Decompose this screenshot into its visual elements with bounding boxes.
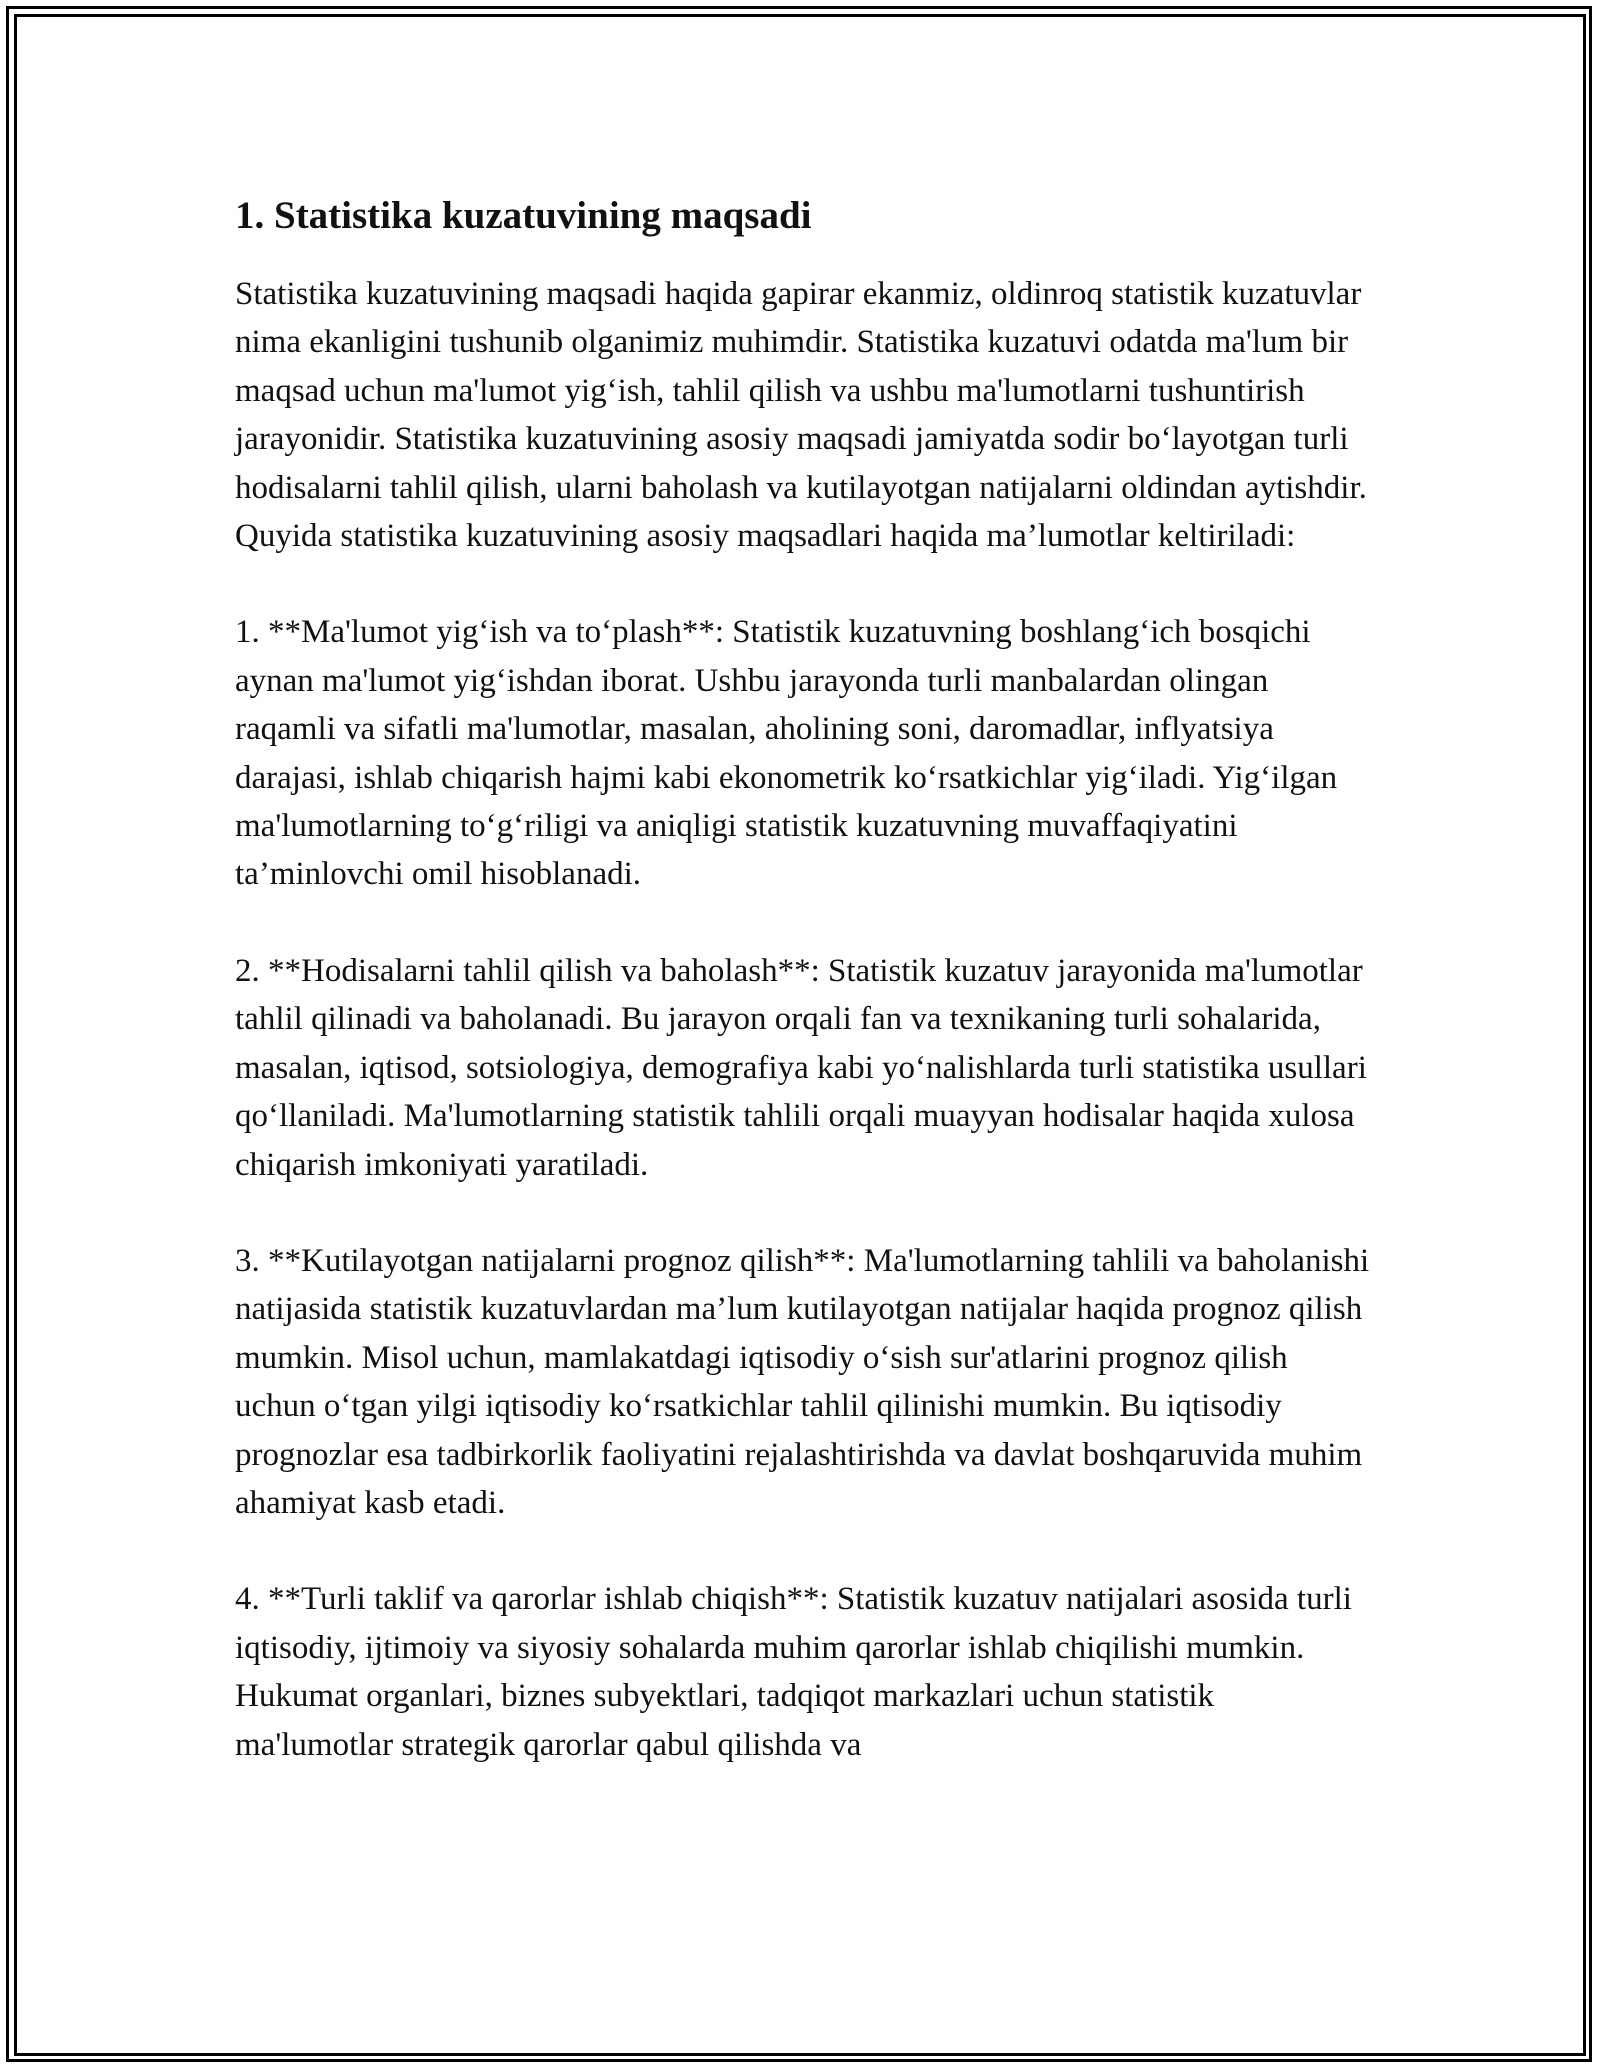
paragraph-forecasting: 3. **Kutilayotgan natijalarni prognoz qilish**: Ma'lumotlarning tahlili va baholanishi natijasida statistik kuzatuvlardan ma’lum kutilayotgan natijalar haqida prognoz qilish mumkin. Misol uchun, mamlakatdagi iqtisodiy o‘sish sur'atlarini prognoz qilish uchun o‘tgan yilgi iqtisodiy ko‘rsatkichlar tahlil qilinishi mumkin. Bu iqtisodiy prognozlar esa tadbirkorlik faoliyatini rejalashtirishda va davlat boshqaruvida muhim ahamiyat kasb etadi. [235, 1242, 1370, 1521]
intro-paragraph: Statistika kuzatuvining maqsadi haqida gapirar ekanmiz, oldinroq statistik kuzatuvlar nima ekanligini tushunib olganimiz muhimdir. Statistika kuzatuvi odatda ma'lum bir maqsad uchun ma'lumot yig‘ish, tahlil qilish va ushbu ma'lumotlarni tushuntirish jarayonidir. Statistika kuzatuvining asosiy maqsadi jamiyatda sodir bo‘layotgan turli hodisalarni tahlil qilish, ularni baholash va kutilayotgan natijalarni oldindan aytishdir. Quyida statistika kuzatuvining asosiy maqsadlari haqida ma’lumotlar keltiriladi: [235, 276, 1367, 555]
document-body [235, 188, 1375, 1817]
paragraph-analysis: 2. **Hodisalarni tahlil qilish va baholash**: Statistik kuzatuv jarayonida ma'lumotlar tahlil qilinadi va baholanadi. Bu jarayon orqali fan va texnikaning turli sohalarida, masalan, iqtisod, sotsiologiya, demografiya kabi yo‘nalishlarda turli statistika usullari qo‘llaniladi. Ma'lumotlarning statistik tahlili orqali muayyan hodisalar haqida xulosa chiqarish imkoniyati yaratiladi. [235, 952, 1367, 1183]
paragraph-data-collection: 1. **Ma'lumot yig‘ish va to‘plash**: Statistik kuzatuvning boshlang‘ich bosqichi aynan ma'lumot yig‘ishdan iborat. Ushbu jarayonda turli manbalardan olingan raqamli va sifatli ma'lumotlar, masalan, aholining soni, daromadlar, inflyatsiya darajasi, ishlab chiqarish hajmi kabi ekonometrik ko‘rsatkichlar yig‘iladi. Yig‘ilgan ma'lumotlarning to‘g‘riligi va aniqligi statistik kuzatuvning muvaffaqiyatini ta’minlovchi omil hisoblanadi. [235, 614, 1338, 893]
paragraph-decisions: 4. **Turli taklif va qarorlar ishlab chiqish**: Statistik kuzatuv natijalari asosida turli iqtisodiy, ijtimoiy va siyosiy sohalarda muhim qarorlar ishlab chiqilishi mumkin. Hukumat organlari, biznes subyektlari, tadqiqot markazlari uchun statistik ma'lumotlar strategik qarorlar qabul qilishda va [235, 1581, 1352, 1763]
page-title: 1. Statistika kuzatuvining maqsadi [235, 194, 812, 237]
